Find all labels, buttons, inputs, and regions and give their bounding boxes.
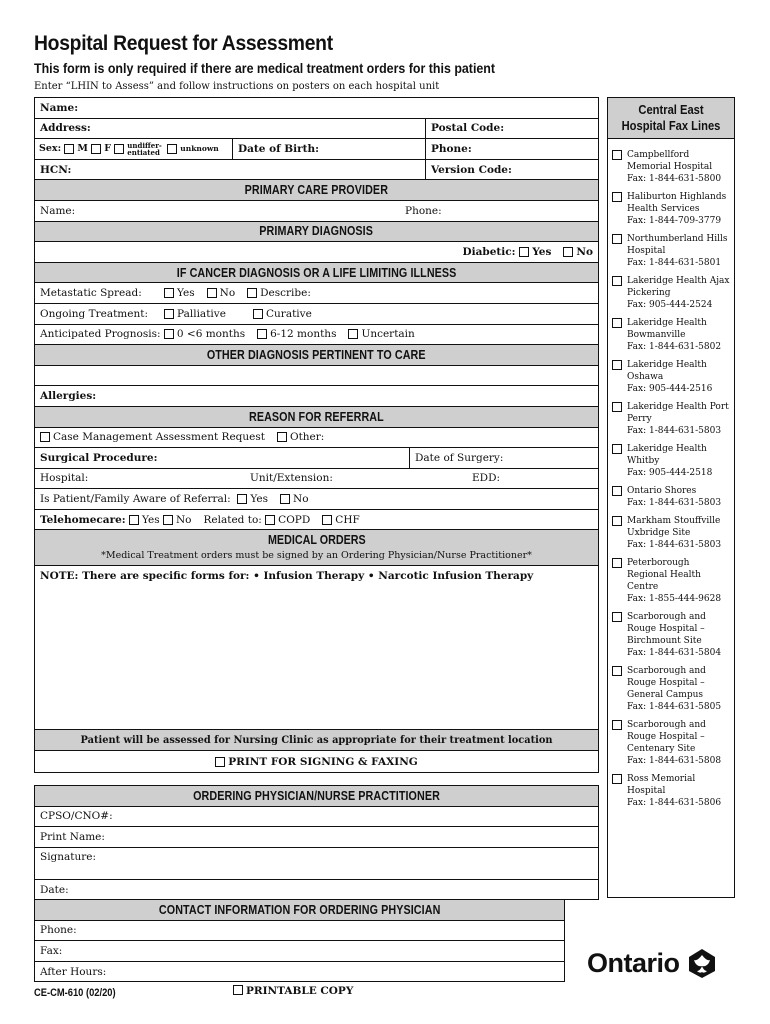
trillium-icon — [686, 947, 718, 979]
hospital-text — [627, 557, 730, 605]
sex-options — [35, 139, 232, 159]
hospital-name: Scarborough and Rouge Hospital – Centenary Site — [627, 720, 706, 754]
hospital-text — [627, 515, 730, 551]
hospital-name: Scarborough and Rouge Hospital – Birchmount Site — [627, 612, 706, 646]
prognosis-label: Anticipated Prognosis: — [40, 328, 161, 341]
hospital-name: Northumberland Hills Hospital — [627, 234, 728, 256]
version-code-field[interactable]: Version Code: — [425, 160, 598, 180]
copd-checkbox[interactable] — [265, 515, 275, 525]
hospital-fax: Fax: 905-444-2516 — [627, 384, 713, 394]
ordering-header: ORDERING PHYSICIAN/NURSE PRACTITIONER — [193, 788, 440, 803]
hospital-list — [608, 139, 734, 809]
hospital-name: Haliburton Highlands Health Services — [627, 192, 727, 214]
hospital-checkbox[interactable] — [612, 612, 622, 622]
metastatic-yes-checkbox[interactable] — [164, 288, 174, 298]
contact-section — [34, 899, 565, 982]
medical-orders-header-block — [35, 530, 598, 566]
dob-field[interactable]: Date of Birth: — [232, 139, 425, 159]
hospital-fax: Fax: 1-844-631-5803 — [627, 540, 722, 550]
ontario-wordmark: Ontario — [587, 947, 680, 978]
hospital-text — [627, 317, 730, 353]
telehomecare-row — [35, 510, 598, 530]
patient-name-field[interactable]: Name: — [40, 101, 79, 114]
contact-fax-field[interactable]: Fax: — [40, 944, 63, 957]
hospital-fax: Fax: 1-844-631-5800 — [627, 174, 722, 184]
hospital-checkbox[interactable] — [612, 234, 622, 244]
sex-f-label: F — [104, 143, 111, 155]
referral-other-checkbox[interactable] — [277, 432, 287, 442]
curative-label: Curative — [266, 307, 312, 320]
hospital-checkbox[interactable] — [612, 318, 622, 328]
aware-no-label: No — [293, 493, 309, 506]
hospital-name: Markham Stouffville Uxbridge Site — [627, 516, 721, 538]
aware-yes-checkbox[interactable] — [237, 494, 247, 504]
hospital-name: Lakeridge Health Bowmanville — [627, 318, 707, 340]
hospital-checkbox[interactable] — [612, 720, 622, 730]
hospital-text — [627, 611, 730, 659]
ongoing-treatment-label: Ongoing Treatment: — [40, 307, 148, 320]
diabetic-yes-label: Yes — [532, 245, 552, 258]
hospital-text — [627, 191, 730, 227]
hospital-text — [627, 233, 730, 269]
hospital-checkbox[interactable] — [612, 360, 622, 370]
hospital-item — [608, 233, 734, 269]
prognosis-6-12-label: 6-12 months — [270, 328, 337, 341]
ongoing-treatment-row — [35, 304, 598, 324]
hospital-text — [627, 359, 730, 395]
hospital-checkbox[interactable] — [612, 774, 622, 784]
hospital-item — [608, 611, 734, 659]
telehomecare-no-label: No — [175, 513, 192, 526]
sex-undifferentiated-label: undiffer-entiated — [127, 140, 162, 157]
medical-orders-subnote: *Medical Treatment orders must be signed by an Ordering Physician/Nurse Practitioner* — [101, 550, 532, 562]
primary-care-phone-field[interactable]: Phone: — [405, 204, 442, 217]
hospital-item — [608, 275, 734, 311]
print-for-signing-row — [35, 751, 598, 773]
curative-checkbox[interactable] — [253, 309, 263, 319]
sex-f-checkbox[interactable] — [91, 144, 101, 154]
print-for-signing-checkbox[interactable] — [215, 757, 225, 767]
prognosis-uncertain-checkbox[interactable] — [348, 329, 358, 339]
hospital-item — [608, 773, 734, 809]
hospital-fax: Fax: 1-844-631-5801 — [627, 258, 722, 268]
hospital-name: Ross Memorial Hospital — [627, 774, 696, 796]
ontario-logo — [587, 947, 718, 979]
hospital-fax: Fax: 905-444-2518 — [627, 468, 713, 478]
telehomecare-no-checkbox[interactable] — [163, 515, 173, 525]
sex-unknown-label: unknown — [180, 144, 219, 154]
hospital-name: Lakeridge Health Whitby — [627, 444, 707, 466]
other-diagnosis-field[interactable] — [35, 366, 598, 386]
hospital-fax: Fax: 905-444-2524 — [627, 300, 713, 310]
aware-no-checkbox[interactable] — [280, 494, 290, 504]
sex-m-checkbox[interactable] — [64, 144, 74, 154]
hospital-checkbox[interactable] — [612, 558, 622, 568]
other-diagnosis-header: OTHER DIAGNOSIS PERTINENT TO CARE — [207, 347, 426, 362]
instructions: Enter “LHIN to Assess” and follow instructions on posters on each hospital unit — [34, 81, 440, 92]
hospital-text — [627, 401, 730, 437]
cpso-field[interactable]: CPSO/CNO#: — [40, 810, 113, 823]
specific-forms-note: NOTE: There are specific forms for: • Infusion Therapy • Narcotic Infusion Therapy — [40, 570, 534, 583]
diabetic-yes-checkbox[interactable] — [519, 247, 529, 257]
prognosis-0-6-label: 0 <6 months — [176, 328, 246, 341]
hospital-checkbox[interactable] — [612, 150, 622, 160]
hospital-text — [627, 149, 730, 185]
hospital-checkbox[interactable] — [612, 666, 622, 676]
hospital-item — [608, 149, 734, 185]
print-name-field[interactable]: Print Name: — [40, 830, 105, 843]
palliative-checkbox[interactable] — [164, 309, 174, 319]
medical-orders-area[interactable] — [35, 570, 598, 582]
patient-address-field[interactable]: Address: — [40, 122, 91, 135]
hospital-checkbox[interactable] — [612, 516, 622, 526]
hospital-item — [608, 191, 734, 227]
hospital-text — [627, 485, 721, 509]
surgical-procedure-field[interactable]: Surgical Procedure: — [40, 451, 158, 464]
diabetic-row — [35, 242, 598, 262]
hospital-fax: Fax: 1-844-631-5802 — [627, 342, 722, 352]
aware-yes-label: Yes — [250, 493, 269, 506]
edd-field[interactable]: EDD: — [472, 472, 501, 485]
hospital-checkbox[interactable] — [612, 486, 622, 496]
hospital-item — [608, 515, 734, 551]
hospital-fax: Fax: 1-844-631-5805 — [627, 702, 722, 712]
hospital-fax: Fax: 1-844-631-5804 — [627, 648, 722, 658]
prognosis-row — [35, 325, 598, 345]
hospital-checkbox[interactable] — [612, 444, 622, 454]
metastatic-yes-label: Yes — [177, 287, 195, 300]
hospital-text — [627, 773, 730, 809]
prognosis-uncertain-label: Uncertain — [361, 328, 415, 341]
telehomecare-label: Telehomecare: — [40, 513, 126, 526]
hospital-checkbox[interactable] — [612, 402, 622, 412]
hospital-item — [608, 485, 734, 509]
page-subtitle: This form is only required if there are medical treatment orders for this patient — [34, 61, 496, 76]
hospital-name: Lakeridge Health Oshawa — [627, 360, 707, 382]
sex-m-label: M — [77, 143, 88, 155]
aware-label: Is Patient/Family Aware of Referral: — [40, 493, 231, 506]
copd-label: COPD — [278, 513, 311, 526]
hospital-item — [608, 557, 734, 605]
metastatic-no-checkbox[interactable] — [207, 288, 217, 298]
hospital-fax: Fax: 1-844-709-3779 — [627, 216, 722, 226]
referral-other-label: Other: — [289, 431, 325, 444]
related-to-label: Related to: — [203, 513, 262, 526]
prognosis-6-12-checkbox[interactable] — [257, 329, 267, 339]
referral-header: REASON FOR REFERRAL — [249, 409, 384, 424]
hospital-name: Peterborough Regional Health Centre — [627, 558, 701, 592]
patient-form — [34, 97, 599, 773]
hospital-fax-sidebar — [607, 97, 735, 898]
signature-field[interactable]: Signature: — [40, 850, 97, 863]
aware-row — [35, 489, 598, 509]
hospital-item — [608, 443, 734, 479]
sex-label: Sex: — [39, 143, 62, 155]
metastatic-describe-label: Describe: — [260, 287, 311, 300]
printable-copy-checkbox[interactable] — [233, 985, 243, 995]
cancer-header: IF CANCER DIAGNOSIS OR A LIFE LIMITING ILLNESS — [176, 265, 457, 280]
medical-orders-header: MEDICAL ORDERS — [267, 533, 366, 548]
contact-phone-field[interactable]: Phone: — [40, 924, 77, 937]
contact-header: CONTACT INFORMATION FOR ORDERING PHYSICIAN — [158, 902, 441, 917]
form-code: CE-CM-610 (02/20) — [34, 987, 116, 999]
hospital-item — [608, 317, 734, 353]
hospital-text — [627, 443, 730, 479]
diabetic-label: Diabetic: — [462, 245, 516, 258]
primary-care-header: PRIMARY CARE PROVIDER — [244, 183, 389, 198]
hospital-fax: Fax: 1-844-631-5806 — [627, 798, 722, 808]
diabetic-no-label: No — [576, 245, 593, 258]
print-for-signing-label: PRINT FOR SIGNING & FAXING — [228, 755, 418, 768]
printable-copy-label: PRINTABLE COPY — [246, 985, 354, 997]
unit-extension-field[interactable]: Unit/Extension: — [250, 472, 333, 485]
hospital-item — [608, 401, 734, 437]
hospital-fax: Fax: 1-844-631-5803 — [627, 498, 722, 508]
hospital-checkbox[interactable] — [612, 276, 622, 286]
metastatic-no-label: No — [219, 287, 236, 300]
telehomecare-yes-checkbox[interactable] — [129, 515, 139, 525]
hospital-item — [608, 359, 734, 395]
primary-care-name-field[interactable]: Name: — [40, 204, 76, 217]
hospital-field[interactable]: Hospital: — [40, 472, 89, 485]
metastatic-row — [35, 283, 598, 303]
sidebar-header: Central East Hospital Fax Lines — [621, 102, 721, 133]
hospital-fax: Fax: 1-844-631-5803 — [627, 426, 722, 436]
postal-code-field[interactable]: Postal Code: — [425, 119, 598, 139]
date-of-surgery-field[interactable]: Date of Surgery: — [409, 448, 598, 468]
sex-unknown-checkbox[interactable] — [167, 144, 177, 154]
case-management-label: Case Management Assessment Request — [53, 431, 265, 444]
sex-undifferentiated-checkbox[interactable] — [114, 144, 124, 154]
patient-phone-field[interactable]: Phone: — [425, 139, 598, 159]
referral-type-row — [35, 428, 598, 448]
telehomecare-yes-label: Yes — [142, 513, 160, 526]
hospital-item — [608, 665, 734, 713]
hospital-checkbox[interactable] — [612, 192, 622, 202]
hospital-fax: Fax: 1-855-444-9628 — [627, 594, 722, 604]
allergies-field[interactable]: Allergies: — [40, 390, 97, 403]
hospital-fax: Fax: 1-844-631-5808 — [627, 756, 722, 766]
hospital-text — [627, 719, 730, 767]
after-hours-field[interactable]: After Hours: — [40, 965, 107, 978]
metastatic-describe-checkbox[interactable] — [247, 288, 257, 298]
ordering-physician-section — [34, 785, 599, 900]
prognosis-0-6-checkbox[interactable] — [164, 329, 174, 339]
primary-diagnosis-header: PRIMARY DIAGNOSIS — [259, 224, 374, 239]
chf-label: CHF — [335, 513, 360, 526]
case-management-checkbox[interactable] — [40, 432, 50, 442]
hospital-name: Lakeridge Health Port Perry — [627, 402, 729, 424]
hospital-text — [627, 275, 730, 311]
hospital-item — [608, 719, 734, 767]
diabetic-no-checkbox[interactable] — [563, 247, 573, 257]
hospital-name: Lakeridge Health Ajax Pickering — [627, 276, 730, 298]
nursing-clinic-note: Patient will be assessed for Nursing Clinic as appropriate for their treatment location — [80, 734, 553, 746]
page-title: Hospital Request for Assessment — [34, 32, 333, 55]
metastatic-label: Metastatic Spread: — [40, 287, 142, 300]
hospital-name: Ontario Shores — [627, 486, 697, 496]
palliative-label: Palliative — [177, 307, 226, 320]
hospital-name: Scarborough and Rouge Hospital – General Campus — [627, 666, 706, 700]
chf-checkbox[interactable] — [322, 515, 332, 525]
hospital-name: Campbellford Memorial Hospital — [627, 150, 713, 172]
ordering-date-field[interactable]: Date: — [40, 883, 69, 896]
hcn-field[interactable]: HCN: — [40, 163, 72, 176]
printable-copy-row — [233, 985, 353, 997]
hospital-text — [627, 665, 730, 713]
